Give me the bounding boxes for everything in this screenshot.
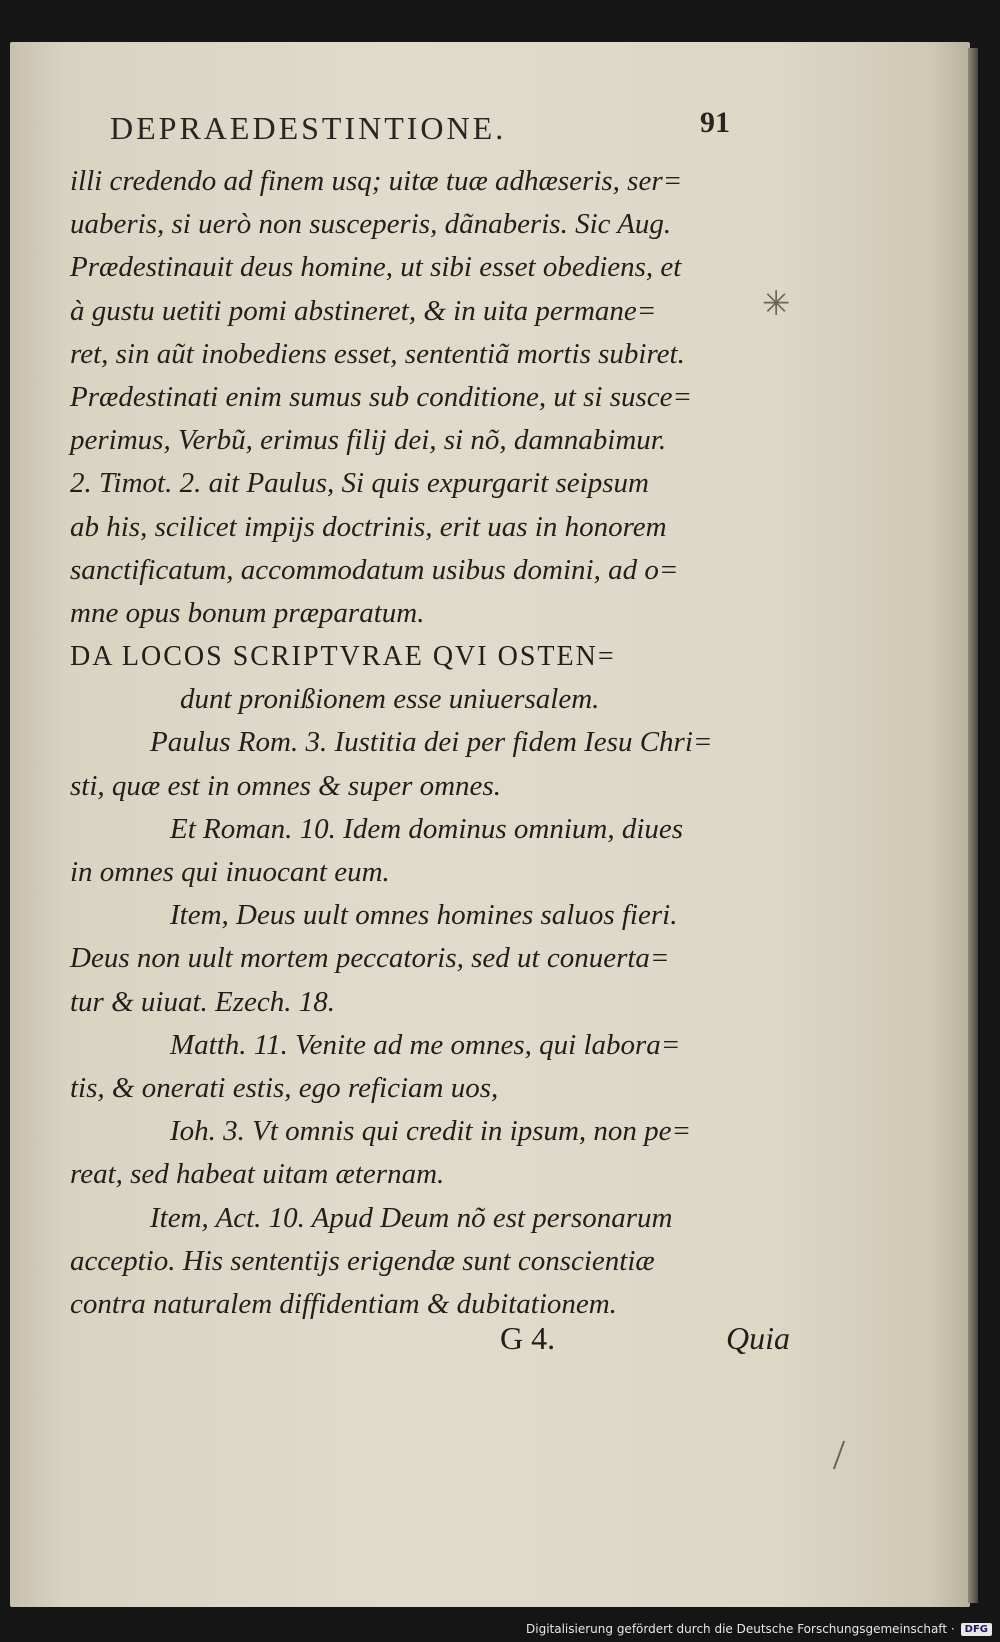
text-line: Paulus Rom. 3. Iustitia dei per fidem Iesu Chri= (150, 726, 713, 759)
text-line: ab his, scilicet impijs doctrinis, erit uas in honorem (70, 510, 667, 543)
text-line: Deus non uult mortem peccatoris, sed ut conuerta= (70, 942, 670, 975)
text-line: ret, sin aũt inobediens esset, sententiã mortis subiret. (70, 337, 685, 370)
margin-asterisk-mark: ✳ (762, 284, 791, 324)
signature-mark: G 4. (500, 1320, 556, 1356)
section-heading: DA LOCOS SCRIPTVRAE QVI OSTEN= (70, 641, 616, 673)
text-line: contra naturalem diffidentiam & dubitationem. (70, 1287, 617, 1320)
text-line: tur & uiuat. Ezech. 18. (70, 985, 336, 1018)
page-number: 91 (700, 106, 730, 139)
text-line: perimus, Verbũ, erimus filij dei, si nõ, damnabimur. (70, 424, 667, 457)
text-line: illi credendo ad finem usq; uitæ tuæ adhæseris, ser= (70, 165, 683, 197)
text-line: Prædestinati enim sumus sub conditione, ut si susce= (70, 380, 693, 413)
text-line: Matth. 11. Venite ad me omnes, qui labora= (170, 1028, 681, 1061)
catchline (500, 1320, 790, 1364)
text-line: Ioh. 3. Vt omnis qui credit in ipsum, non pe= (170, 1115, 692, 1148)
text-line: Item, Act. 10. Apud Deum nõ est personarum (150, 1201, 673, 1234)
text-line: Item, Deus uult omnes homines saluos fieri. (170, 899, 678, 932)
text-line: sanctificatum, accommodatum usibus domini, ad o= (70, 553, 679, 586)
text-line: acceptio. His sententijs erigendæ sunt conscientiæ (70, 1244, 655, 1277)
text-line: in omnes qui inuocant eum. (70, 856, 390, 888)
text-line: mne opus bonum præparatum. (70, 596, 425, 629)
dfg-logo: DFG (961, 1623, 992, 1636)
text-line: 2. Timot. 2. ait Paulus, Si quis expurgarit seipsum (70, 467, 649, 500)
digitization-footer (526, 1618, 992, 1640)
footer-credit: Digitalisierung gefördert durch die Deutsche Forschungsgemeinschaft · (526, 1622, 955, 1636)
running-header (110, 106, 730, 150)
running-title: DEPRAEDESTINTIONE. (110, 110, 507, 146)
text-line: sti, quæ est in omnes & super omnes. (70, 769, 501, 802)
text-line: Et Roman. 10. Idem dominus omnium, diues (170, 812, 684, 845)
text-line: à gustu uetiti pomi abstineret, & in uita permane= (70, 294, 657, 327)
text-line: uaberis, si uerò non susceperis, dãnaberis. Sic Aug. (70, 208, 672, 241)
text-line: tis, & onerati estis, ego reficiam uos, (70, 1071, 499, 1104)
text-line: Prædestinauit deus homine, ut sibi esset obediens, et (70, 251, 682, 284)
text-line: reat, sed habeat uitam æternam. (70, 1158, 445, 1191)
page-edge (968, 48, 978, 1603)
catchword: Quia (726, 1320, 790, 1356)
section-heading-continued: dunt pronißionem esse uniuersalem. (180, 683, 600, 716)
body-text (70, 160, 770, 1326)
